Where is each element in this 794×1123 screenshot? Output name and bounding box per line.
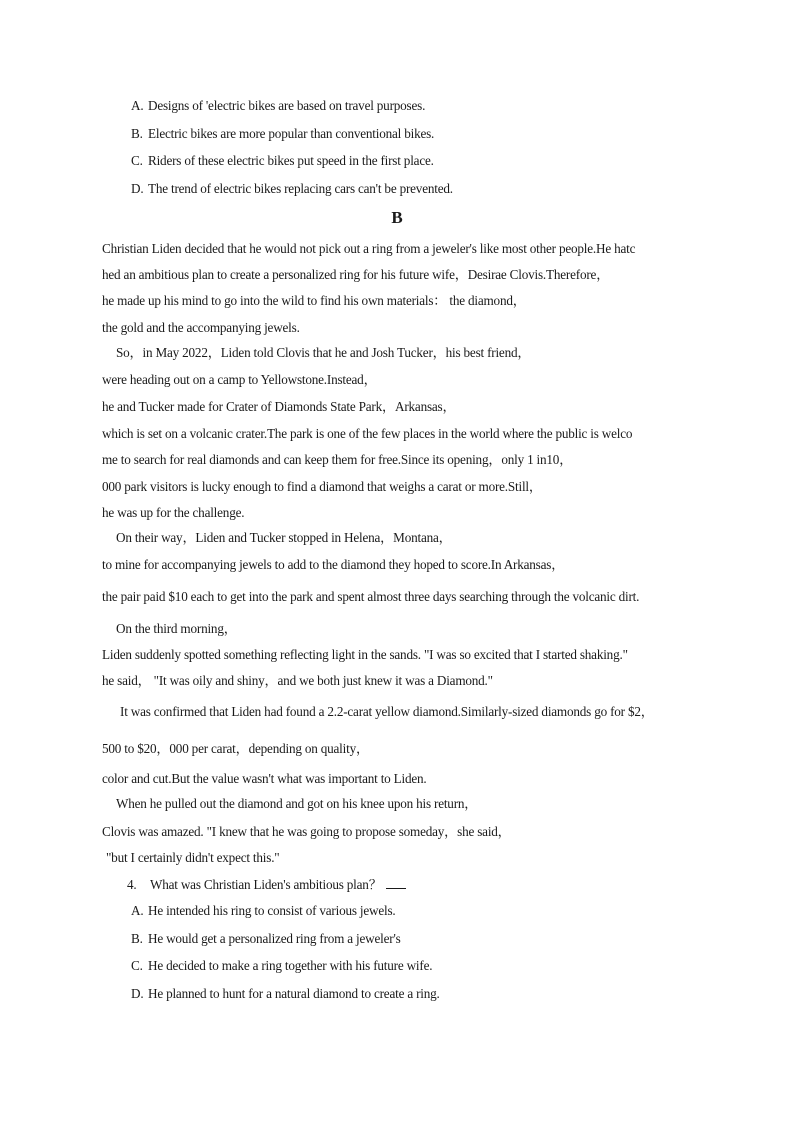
passage-line: the gold and the accompanying jewels. [102, 320, 300, 335]
question-number: 4. [127, 877, 137, 892]
passage-line: he said， "It was oily and shiny，and we both just knew it was a Diamond." [102, 673, 493, 688]
option-text: Electric bikes are more popular than conventional bikes. [148, 126, 435, 141]
passage-line: Christian Liden decided that he would not pick out a ring from a jeweler's like most other people.He hatc [102, 241, 636, 256]
passage-line: the pair paid $10 each to get into the park and spent almost three days searching through the volcanic dirt. [102, 589, 640, 604]
passage-line: hed an ambitious plan to create a personalized ring for his future wife，Desirae Clovis.Therefore， [102, 267, 610, 282]
option-text: He decided to make a ring together with his future wife. [148, 958, 433, 973]
passage-line: Clovis was amazed. "I knew that he was going to propose someday，she said， [102, 824, 511, 839]
option-letter: D. [131, 181, 144, 196]
passage-line: So，in May 2022，Liden told Clovis that he and Josh Tucker，his best friend， [116, 345, 531, 360]
prev-option-c [131, 153, 434, 169]
option-text: He intended his ring to consist of various jewels. [148, 903, 396, 918]
option-text: Riders of these electric bikes put speed in the first place. [148, 153, 434, 168]
question-option-d [131, 986, 440, 1002]
answer-blank[interactable] [386, 876, 406, 889]
passage-line: 000 park visitors is lucky enough to find a diamond that weighs a carat or more.Still， [102, 479, 542, 494]
option-letter: C. [131, 153, 143, 168]
passage-line: On the third morning， [116, 621, 237, 636]
question-option-b [131, 931, 401, 947]
option-text: He would get a personalized ring from a jeweler's [148, 931, 401, 946]
passage-line: 500 to $20，000 per carat，depending on quality， [102, 741, 369, 756]
passage-line: he made up his mind to go into the wild to find his own materials： the diamond， [102, 293, 526, 308]
passage-line: Liden suddenly spotted something reflecting light in the sands. "I was so excited that I started shaking." [102, 647, 628, 662]
question-option-a [131, 903, 395, 919]
passage-line: When he pulled out the diamond and got on his knee upon his return， [116, 796, 478, 811]
passage-line: which is set on a volcanic crater.The park is one of the few places in the world where the public is welco [102, 426, 633, 441]
passage-line: he was up for the challenge. [102, 505, 245, 520]
passage-line: "but I certainly didn't expect this." [106, 850, 280, 865]
passage-line: to mine for accompanying jewels to add to the diamond they hoped to score.In Arkansas， [102, 557, 565, 572]
question-text: What was Christian Liden's ambitious plan？ [150, 877, 382, 892]
option-text: He planned to hunt for a natural diamond to create a ring. [148, 986, 440, 1001]
prev-option-d [131, 181, 453, 197]
option-letter: C. [131, 958, 143, 973]
passage-line: color and cut.But the value wasn't what was important to Liden. [102, 771, 427, 786]
passage-line: me to search for real diamonds and can keep them for free.Since its opening，only 1 in10， [102, 452, 573, 467]
passage-line: he and Tucker made for Crater of Diamonds State Park，Arkansas， [102, 399, 456, 414]
option-letter: A. [131, 903, 144, 918]
option-text: Designs of 'electric bikes are based on travel purposes. [148, 98, 426, 113]
prev-option-b [131, 126, 434, 142]
section-title: B [391, 208, 403, 227]
prev-option-a [131, 98, 425, 114]
passage-line: were heading out on a camp to Yellowstone.Instead， [102, 372, 377, 387]
option-letter: A. [131, 98, 144, 113]
question-stem [127, 876, 406, 893]
question-option-c [131, 958, 432, 974]
option-text: The trend of electric bikes replacing cars can't be prevented. [148, 181, 453, 196]
option-letter: B. [131, 931, 143, 946]
passage-line: It was confirmed that Liden had found a 2.2-carat yellow diamond.Similarly-sized diamonds go for $2， [120, 704, 654, 719]
passage-line: On their way，Liden and Tucker stopped in Helena，Montana， [116, 530, 452, 545]
option-letter: D. [131, 986, 144, 1001]
option-letter: B. [131, 126, 143, 141]
